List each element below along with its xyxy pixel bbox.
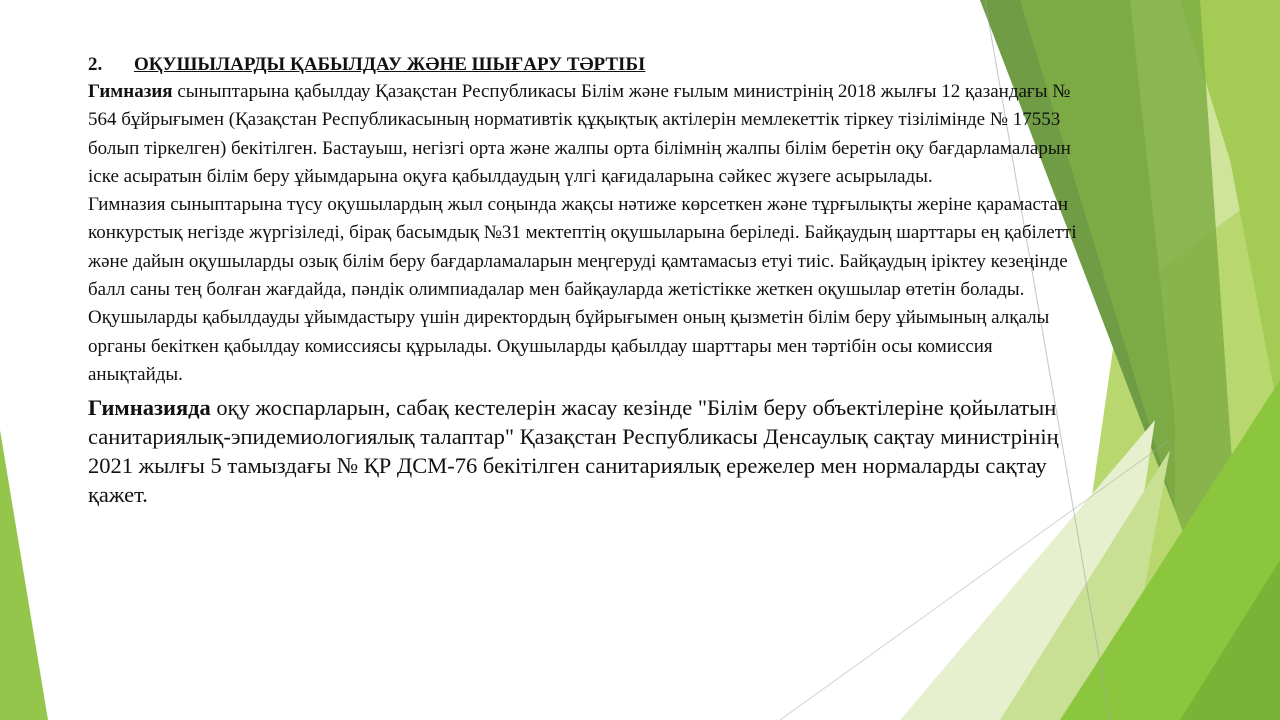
paragraph-4-text: оқу жоспарларын, сабақ кестелерін жасау кезінде "Білім беру объектілеріне қойылатын санитариялық-эпидемиологиялық талаптар" Қазақстан Республикасы Денсаулық сақтау министрінің 2021 жылғы 5 тамыздағы № ҚР ДСМ-76 бекітілген санитариялық ережелер мен нормаларды сақтау қажет. — [88, 395, 1059, 508]
section-number: 2. — [88, 54, 103, 75]
paragraph-1-bold: Гимназия — [88, 81, 173, 102]
paragraph-1 — [88, 78, 1088, 191]
paragraph-4-bold: Гимназияда — [88, 395, 211, 421]
section-title: ОҚУШЫЛАРДЫ ҚАБЫЛДАУ ЖӘНЕ ШЫҒАРУ ТӘРТІБІ — [134, 54, 646, 75]
paragraph-4 — [88, 393, 1088, 509]
paragraph-2: Гимназия сыныптарына түсу оқушылардың жыл соңында жақсы нәтиже көрсеткен және тұрғылықты жеріне қарамастан конкурстық негізде жүргізіледі, бірақ басымдық №31 мектептің оқушыларына беріледі. Байқаудың шарттары ең қабілетті және дайын оқушыларды озық білім беру бағдарламаларын меңгеруді қамтамасыз етуі тиіс. Байқаудың іріктеу кезеңінде балл саны тең болған жағдайда, пәндік олимпиадалар мен байқауларда жетістікке жеткен оқушылар өтетін болады. — [88, 194, 1077, 301]
paragraph-3: Оқушыларды қабылдауды ұйымдастыру үшін директордың бұйрығымен оның қызметін білім беру ұйымының алқалы органы бекіткен қабылдау комиссиясы құрылады. Оқушыларды қабылдау шарттары мен тәртібін осы комиссия анықтайды. — [88, 307, 1050, 385]
section-heading — [88, 52, 1088, 78]
left-green-sliver — [0, 430, 48, 720]
slide-content — [88, 52, 1088, 509]
paragraph-1-text: сыныптарына қабылдау Қазақстан Республикасы Білім және ғылым министрінің 2018 жылғы 12 қазандағы № 564 бұйрығымен (Қазақстан Республикасының нормативтік құқықтық актілерін мемлекеттік тіркеу тізілімінде № 17553 болып тіркелген) бекітілген. Бастауыш, негізгі орта және жалпы орта білімнің жалпы білім беретін оқу бағдарламаларын іске асыратын білім беру ұйымдарына оқуға қабылдаудың үлгі қағидаларына сәйкес жүзеге асырылады. — [88, 81, 1071, 187]
